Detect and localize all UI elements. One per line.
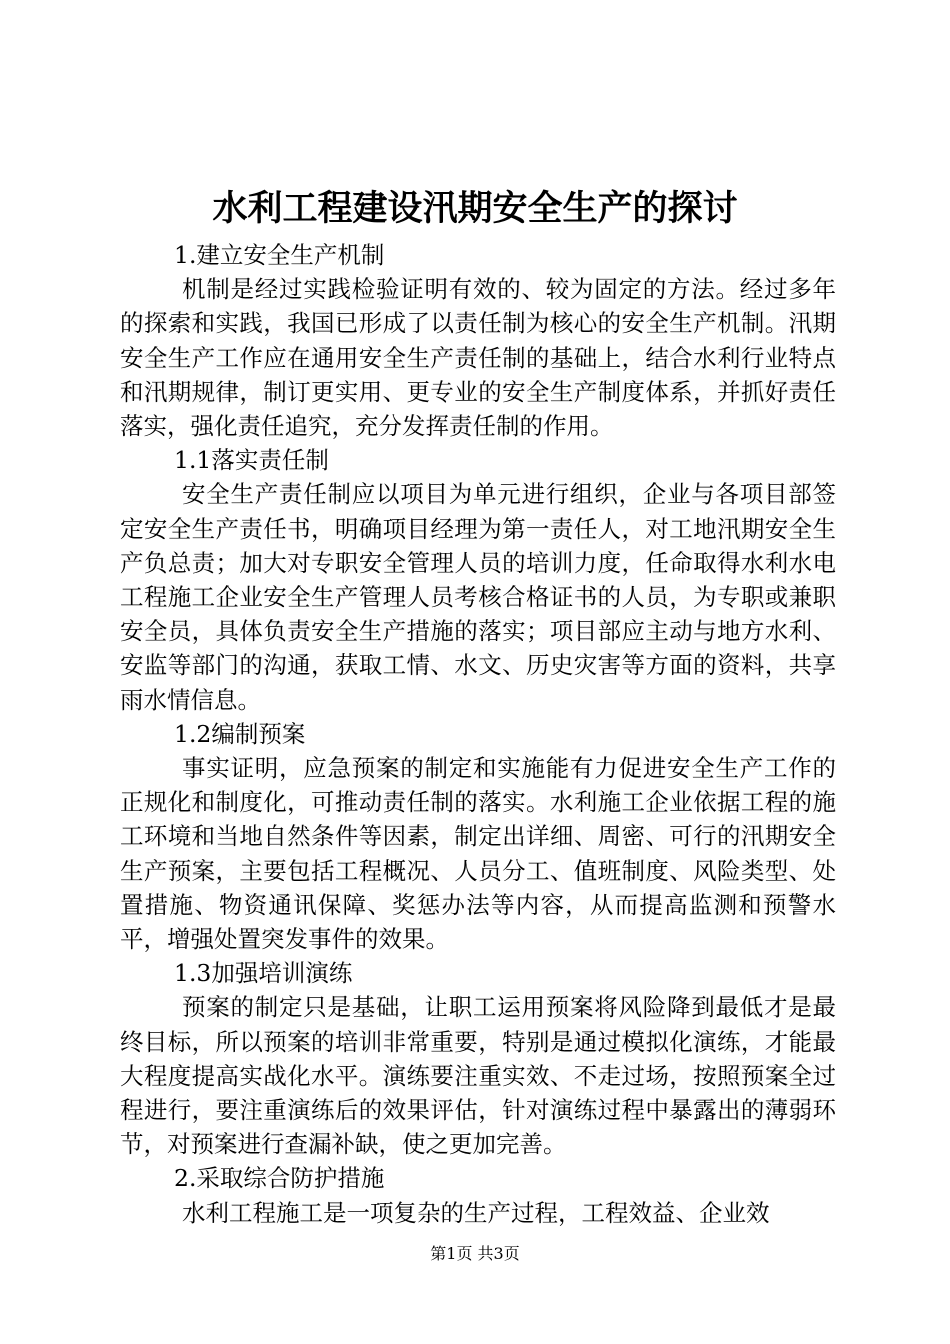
- document-body: [120, 238, 836, 1230]
- body-paragraph: 事实证明，应急预案的制定和实施能有力促进安全生产工作的正规化和制度化，可推动责任制的落实。水利施工企业依据工程的施工环境和当地自然条件等因素，制定出详细、周密、可行的汛期安全生产预案，主要包括工程概况、人员分工、值班制度、风险类型、处置措施、物资通讯保障、奖惩办法等内容，从而提高监测和预警水平，增强处置突发事件的效果。: [120, 754, 836, 954]
- section-heading: 1.建立安全生产机制: [174, 241, 385, 269]
- section-heading: 1.3加强培训演练: [174, 959, 353, 988]
- body-paragraph: 水利工程施工是一项复杂的生产过程，工程效益、企业效: [182, 1198, 770, 1227]
- body-paragraph: 安全生产责任制应以项目为单元进行组织，企业与各项目部签定安全生产责任书，明确项目经理为第一责任人，对工地汛期安全生产负总责；加大对专职安全管理人员的培训力度，任命取得水利水电工程施工企业安全生产管理人员考核合格证书的人员，为专职或兼职安全员，具体负责安全生产措施的落实；项目部应主动与地方水利、安监等部门的沟通，获取工情、水文、历史灾害等方面的资料，共享雨水情信息。: [120, 480, 836, 714]
- page-footer: 第1页 共3页: [430, 1244, 520, 1263]
- section-heading: 2.采取综合防护措施: [174, 1164, 385, 1193]
- document-title: 水利工程建设汛期安全生产的探讨: [212, 189, 738, 229]
- body-paragraph: 预案的制定只是基础，让职工运用预案将风险降到最低才是最终目标，所以预案的培训非常重要，特别是通过模拟化演练，才能最大程度提高实战化水平。演练要注重实效、不走过场，按照预案全过程进行，要注重演练后的效果评估，针对演练过程中暴露出的薄弱环节，对预案进行查漏补缺，使之更加完善。: [120, 993, 836, 1159]
- body-paragraph: 机制是经过实践检验证明有效的、较为固定的方法。经过多年的探索和实践，我国已形成了以责任制为核心的安全生产机制。汛期安全生产工作应在通用安全生产责任制的基础上，结合水利行业特点和汛期规律，制订更实用、更专业的安全生产制度体系，并抓好责任落实，强化责任追究，充分发挥责任制的作用。: [120, 275, 836, 441]
- section-heading: 1.1落实责任制: [174, 446, 329, 475]
- section-heading: 1.2编制预案: [174, 719, 306, 748]
